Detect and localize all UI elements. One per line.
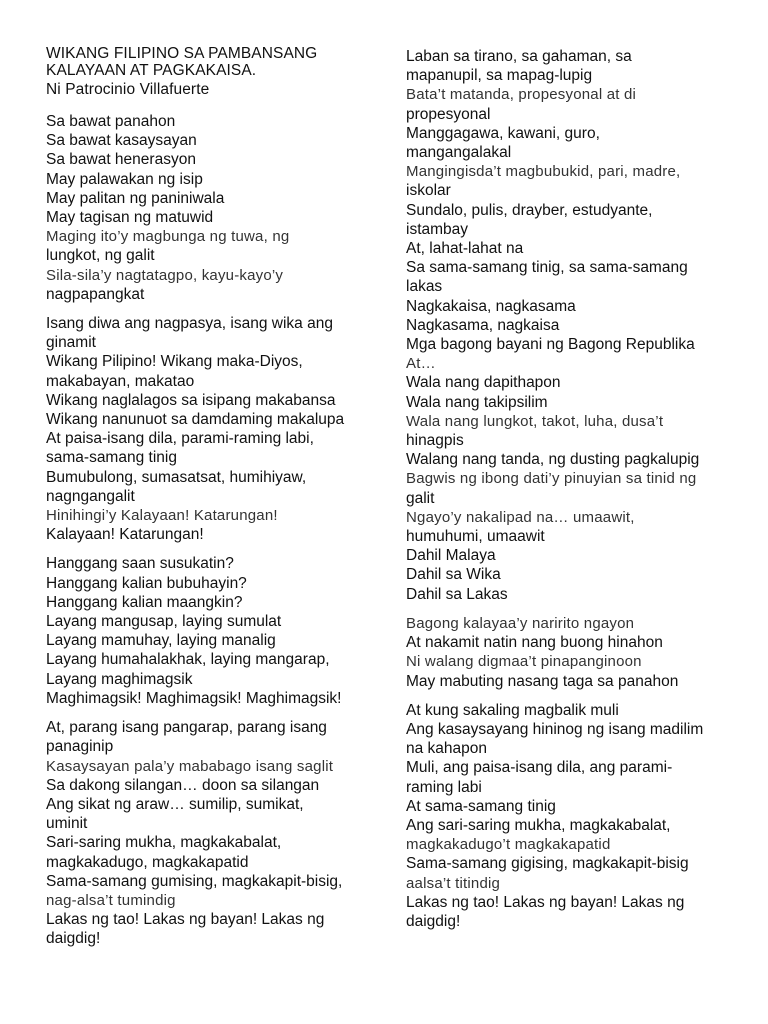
poem-line: Hanggang kalian bubuhayin? [46,574,247,592]
right-column [406,0,736,931]
stanza-break [46,544,376,554]
poem-line: Lakas ng tao! Lakas ng bayan! Lakas ng [46,911,325,929]
poem-line: At paisa-isang dila, parami-raming labi, [46,430,314,448]
poem-line: raming labi [406,778,482,796]
poem-line: At… [406,355,436,373]
poem-line: Ang sari-saring mukha, magkakabalat, [406,816,671,834]
poem-line: Kalayaan! Katarungan! [46,526,204,544]
poem-line: Sama-samang gigising, magkakapit-bisig [406,855,689,873]
stanza-break [46,708,376,718]
poem-line: Sila-sila’y nagtatagpo, kayu-kayo’y [46,266,284,284]
poem-line: Hanggang kalian maangkin? [46,593,243,611]
poem-line: Sa dakong silangan… doon sa silangan [46,776,320,794]
stanza-break [46,304,376,314]
poem-line: panaginip [46,738,114,756]
poem-line: Mga bagong bayani ng Bagong Republika [406,336,695,354]
poem-line: Layang maghimagsik [46,670,193,688]
poem-line: Sa sama-samang tinig, sa sama-samang [406,259,688,277]
poem-line: Wikang nanunuot sa damdaming makalupa [46,411,345,429]
poem-line: Sa bawat henerasyon [46,151,196,169]
poem-line: Bagong kalayaa’y naririto ngayon [406,614,635,632]
poem-line: Maging ito’y magbunga ng tuwa, ng [46,228,290,246]
poem-line: Mangingisda’t magbubukid, pari, madre, [406,163,681,181]
poem-line: mapanupil, sa mapag-lupig [406,67,593,85]
poem-line: Walang nang tanda, ng dusting pagkalupig [406,451,700,469]
poem-line: lakas [406,278,443,296]
poem-line: sama-samang tinig [46,449,177,467]
poem-line: Hinihingi’y Kalayaan! Katarungan! [46,507,278,525]
poem-line: Laban sa tirano, sa gahaman, sa [406,48,632,65]
poem-line: At nakamit natin nang buong hinahon [406,634,663,652]
poem-line: Lakas ng tao! Lakas ng bayan! Lakas ng [406,893,685,911]
poem-line: May mabuting nasang taga sa panahon [406,672,679,690]
poem-line: Sa bawat kasaysayan [46,132,197,150]
poem-line: lungkot, ng galit [46,247,155,265]
poem-line: Ang sikat ng araw… sumilip, sumikat, [46,795,304,813]
poem-line: daigdig! [406,912,461,930]
poem-line: May palitan ng paniniwala [46,189,225,207]
stanza-break [46,102,376,112]
left-column [46,0,376,949]
poem-line: At, parang isang pangarap, parang isang [46,719,327,737]
poem-line: humuhumi, umaawit [406,528,545,546]
poem-line: propesyonal [406,105,491,123]
poem-line: Ni walang digmaa’t pinapanginoon [406,653,642,671]
poem-line: Wikang naglalagos sa isipang makabansa [46,391,336,409]
poem-line: na kahapon [406,740,488,758]
poem-line: Hanggang saan susukatin? [46,555,234,573]
poem-line: Nagkakaisa, nagkasama [406,297,576,315]
poem-line: Sa bawat panahon [46,113,176,130]
poem-line: Dahil Malaya [406,547,496,565]
poem-line: Wikang Pilipino! Wikang maka-Diyos, [46,353,303,371]
poem-line: At kung sakaling magbalik muli [406,701,619,719]
poem-line: iskolar [406,182,451,200]
poem-title-line-1: WIKANG FILIPINO SA PAMBANSANG [46,45,318,62]
poem-line: At sama-samang tinig [406,797,556,815]
poem-line: Nagkasama, nagkaisa [406,316,560,334]
poem-line: Sundalo, pulis, drayber, estudyante, [406,201,653,219]
poem-line: nag-alsa’t tumindig [46,891,176,909]
poem-line: nagngangalit [46,487,135,505]
poem-line: Ang kasaysayang hininog ng isang madilim [406,720,704,738]
poem-line: Bagwis ng ibong dati’y pinuyian sa tinid ng [406,470,697,488]
poem-line: Dahil sa Lakas [406,585,508,603]
poem-line: uminit [46,815,88,833]
poem-line: Wala nang takipsilim [406,393,548,411]
poem-line: makabayan, makatao [46,372,195,390]
left-column-lines [46,102,376,949]
poem-line: ginamit [46,334,96,352]
poem-line: mangangalakal [406,144,512,162]
stanza-break [406,604,736,614]
right-column-lines [406,47,736,931]
poem-line: nagpapangkat [46,285,145,303]
poem-line: Maghimagsik! Maghimagsik! Maghimagsik! [46,689,342,707]
poem-line: istambay [406,220,469,238]
poem-line: Layang mangusap, laying sumulat [46,613,282,631]
poem-line: Manggagawa, kawani, guro, [406,124,600,142]
poem-line: Isang diwa ang nagpasya, isang wika ang [46,315,333,333]
poem-line: May palawakan ng isip [46,170,203,188]
poem-line: Dahil sa Wika [406,566,501,584]
poem-line: Wala nang dapithapon [406,374,561,392]
poem-line: Layang mamuhay, laying manalig [46,632,276,650]
poem-line: daigdig! [46,930,101,948]
poem-line: Muli, ang paisa-isang dila, ang parami- [406,759,673,777]
poem-line: Sari-saring mukha, magkakabalat, [46,834,282,852]
poem-line: Bumubulong, sumasatsat, humihiyaw, [46,468,307,486]
poem-line: Bata’t matanda, propesyonal at di [406,86,637,104]
poem-line: Sama-samang gumising, magkakapit-bisig, [46,872,343,890]
poem-line: May tagisan ng matuwid [46,209,214,227]
poem-line: magkakadugo, magkakapatid [46,853,249,871]
poem-line: galit [406,489,435,507]
poem-line: Wala nang lungkot, takot, luha, dusa’t [406,412,664,430]
poem-line: Kasaysayan pala’y mababago isang saglit [46,757,334,775]
poem-line: hinagpis [406,432,464,450]
poem-line: aalsa’t titindig [406,874,501,892]
poem-line: magkakadugo’t magkakapatid [406,836,611,854]
poem-line: At, lahat-lahat na [406,240,524,258]
poem-header [46,45,376,98]
stanza-break [406,691,736,701]
poem-title-line-2: KALAYAAN AT PAGKAKAISA. [46,62,257,79]
poem-author: Ni Patrocinio Villafuerte [46,81,210,98]
poem-line: Layang humahalakhak, laying mangarap, [46,651,330,669]
poem-line: Ngayo’y nakalipad na… umaawit, [406,508,635,526]
